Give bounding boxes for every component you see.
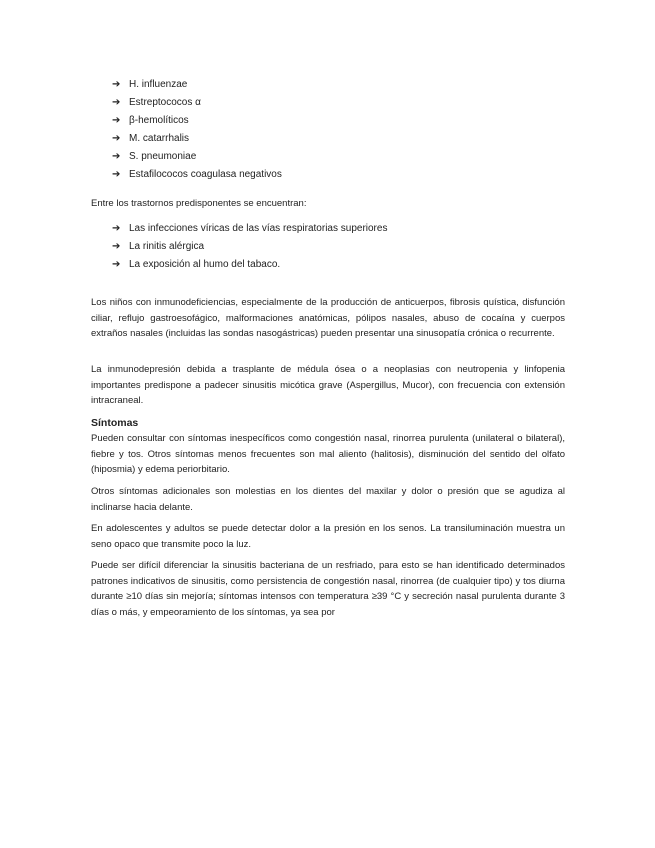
list-item-text: Las infecciones víricas de las vías respiratorias superiores — [129, 223, 388, 234]
list-item — [112, 220, 387, 238]
list-item-text: S. pneumoniae — [129, 151, 197, 162]
list-item-text: Estafilococos coagulasa negativos — [129, 169, 282, 180]
paragraph-symptoms: Pueden consultar con síntomas inespecíficos como congestión nasal, rinorrea purulenta (unilateral o bilateral), fiebre y tos. Otros síntomas menos frecuentes son mal aliento (halitosis), disminución del sentido del olfato (hiposmia) y edema periorbitario. — [91, 433, 565, 475]
paragraph-immunosuppression: La inmunodepresión debida a trasplante de médula ósea o a neoplasias con neutropenia y linfopenia importantes predispone a padecer sinusitis micótica grave (Aspergillus, Mucor), con frecuencia con extensión intracraneal. — [91, 364, 565, 406]
paragraph-bacterial: Puede ser difícil diferenciar la sinusitis bacteriana de un resfriado, para esto se han identificado determinados patrones indicativos de sinusitis, como persistencia de congestión nasal, rinorrea (de cualquier tipo) y tos diurna durante ≥10 días sin mejoría; síntomas intensos con temperatura ≥39 °C y secreción nasal purulenta durante 3 días o más, y empeoramiento de los síntomas, ya sea por — [91, 560, 565, 618]
paragraph-adolescents: En adolescentes y adultos se puede detectar dolor a la presión en los senos. La transiluminación muestra un seno opaco que transmite poco la luz. — [91, 523, 565, 550]
organism-list — [112, 76, 282, 184]
arrow-bullet-icon: ➔ — [112, 79, 121, 90]
list-item — [112, 256, 387, 274]
paragraph-additional-symptoms: Otros síntomas adicionales son molestias en los dientes del maxilar y dolor o presión que se agudiza al inclinarse hacia delante. — [91, 486, 565, 513]
section-heading-symptoms: Síntomas — [91, 417, 139, 429]
disorders-intro: Entre los trastornos predisponentes se encuentran: — [91, 198, 307, 209]
arrow-bullet-icon: ➔ — [112, 133, 121, 144]
list-item-text: M. catarrhalis — [129, 133, 190, 144]
arrow-bullet-icon: ➔ — [112, 151, 121, 162]
list-item — [112, 130, 282, 148]
list-item — [112, 112, 282, 130]
list-item — [112, 148, 282, 166]
list-item-text: La rinitis alérgica — [129, 241, 205, 252]
list-item-text: H. influenzae — [129, 79, 188, 90]
list-item — [112, 76, 282, 94]
list-item — [112, 94, 282, 112]
arrow-bullet-icon: ➔ — [112, 97, 121, 108]
list-item — [112, 238, 387, 256]
paragraph-immunodeficiency: Los niños con inmunodeficiencias, especialmente de la producción de anticuerpos, fibrosis quística, disfunción ciliar, reflujo gastroesofágico, malformaciones anatómicas, pólipos nasales, abuso de cocaína y cuerpos extraños nasales (incluidas las sondas nasogástricas) pueden presentar una sinusopatía crónica o recurrente. — [91, 297, 565, 339]
arrow-bullet-icon: ➔ — [112, 223, 121, 234]
arrow-bullet-icon: ➔ — [112, 259, 121, 270]
list-item — [112, 166, 282, 184]
list-item-text: La exposición al humo del tabaco. — [129, 259, 281, 270]
arrow-bullet-icon: ➔ — [112, 169, 121, 180]
disorders-list — [112, 220, 387, 274]
list-item-text: Estreptococos α — [129, 97, 201, 108]
list-item-text: β-hemolíticos — [129, 115, 189, 126]
arrow-bullet-icon: ➔ — [112, 241, 121, 252]
arrow-bullet-icon: ➔ — [112, 115, 121, 126]
